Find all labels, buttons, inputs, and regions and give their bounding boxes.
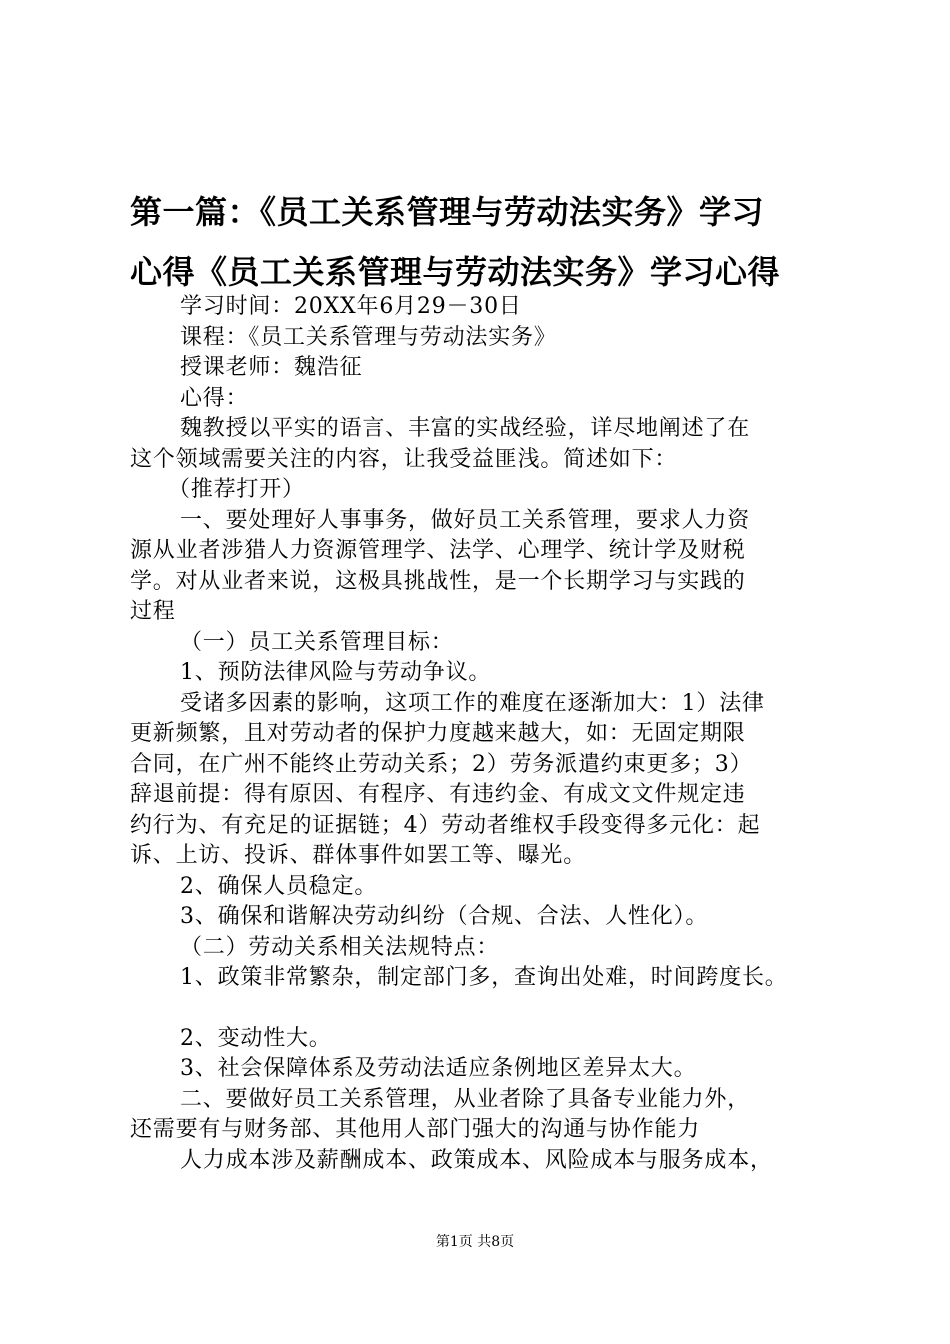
page-number: 第1页 共8页 bbox=[435, 1234, 515, 1250]
paragraph-line: 二、要做好员工关系管理，从业者除了具备专业能力外， bbox=[180, 1086, 751, 1112]
paragraph-line: 过程 bbox=[130, 599, 176, 624]
study-time-line: 学习时间：20XX年6月29－30日 bbox=[180, 294, 522, 319]
paragraph-line: 源从业者涉猎人力资源管理学、法学、心理学、统计学及财税 bbox=[130, 538, 746, 563]
list-item: 2、确保人员稳定。 bbox=[180, 873, 378, 899]
paragraph-line: 诉、上访、投诉、群体事件如罢工等、曝光。 bbox=[130, 843, 587, 868]
list-item: 1、预防法律风险与劳动争议。 bbox=[180, 660, 492, 685]
paragraph-line: 受诸多因素的影响，这项工作的难度在逐渐加大：1）法律 bbox=[180, 690, 765, 716]
list-item: 1、政策非常繁杂，制定部门多，查询出处难，时间跨度长。 bbox=[180, 965, 788, 990]
insights-heading: 心得： bbox=[180, 385, 249, 411]
list-item: 3、确保和谐解决劳动纠纷（合规、合法、人性化）。 bbox=[180, 904, 709, 929]
section-heading: （二）劳动关系相关法规特点： bbox=[180, 934, 500, 960]
paragraph-line: 一、要处理好人事事务，做好员工关系管理，要求人力资 bbox=[180, 507, 751, 533]
paragraph-line: 辞退前提：得有原因、有程序、有违约金、有成文文件规定违 bbox=[130, 782, 746, 807]
list-item: 3、社会保障体系及劳动法适应条例地区差异太大。 bbox=[180, 1056, 697, 1081]
document-title bbox=[130, 182, 850, 302]
paragraph-line: 这个领域需要关注的内容，让我受益匪浅。简述如下： bbox=[130, 446, 678, 472]
title-line-1: 第一篇：《员工关系管理与劳动法实务》学习 bbox=[130, 193, 765, 231]
section-heading: （一）员工关系管理目标： bbox=[180, 629, 454, 655]
paragraph-line: 约行为、有充足的证据链；4）劳动者维权手段变得多元化：起 bbox=[130, 812, 761, 838]
paragraph-line: 魏教授以平实的语言、丰富的实战经验，详尽地阐述了在 bbox=[180, 416, 751, 441]
list-item: 2、变动性大。 bbox=[180, 1025, 332, 1051]
paragraph-line: 更新频繁，且对劳动者的保护力度越来越大，如：无固定期限 bbox=[130, 721, 746, 746]
document-body bbox=[130, 292, 840, 1176]
course-line: 课程：《员工关系管理与劳动法实务》 bbox=[180, 324, 557, 350]
title-line-2: 心得《员工关系管理与劳动法实务》学习心得 bbox=[130, 253, 781, 291]
paragraph-line: 人力成本涉及薪酬成本、政策成本、风险成本与服务成本， bbox=[180, 1147, 773, 1173]
blank-line bbox=[130, 994, 840, 1024]
paragraph-line: 合同，在广州不能终止劳动关系；2）劳务派遣约束更多；3） bbox=[130, 751, 753, 777]
paragraph-line: 学。对从业者来说，这极具挑战性，是一个长期学习与实践的 bbox=[130, 568, 746, 594]
teacher-line: 授课老师：魏浩征 bbox=[180, 355, 363, 380]
recommend-note: （推荐打开） bbox=[168, 477, 305, 502]
paragraph-line: 还需要有与财务部、其他用人部门强大的沟通与协作能力 bbox=[130, 1117, 701, 1142]
